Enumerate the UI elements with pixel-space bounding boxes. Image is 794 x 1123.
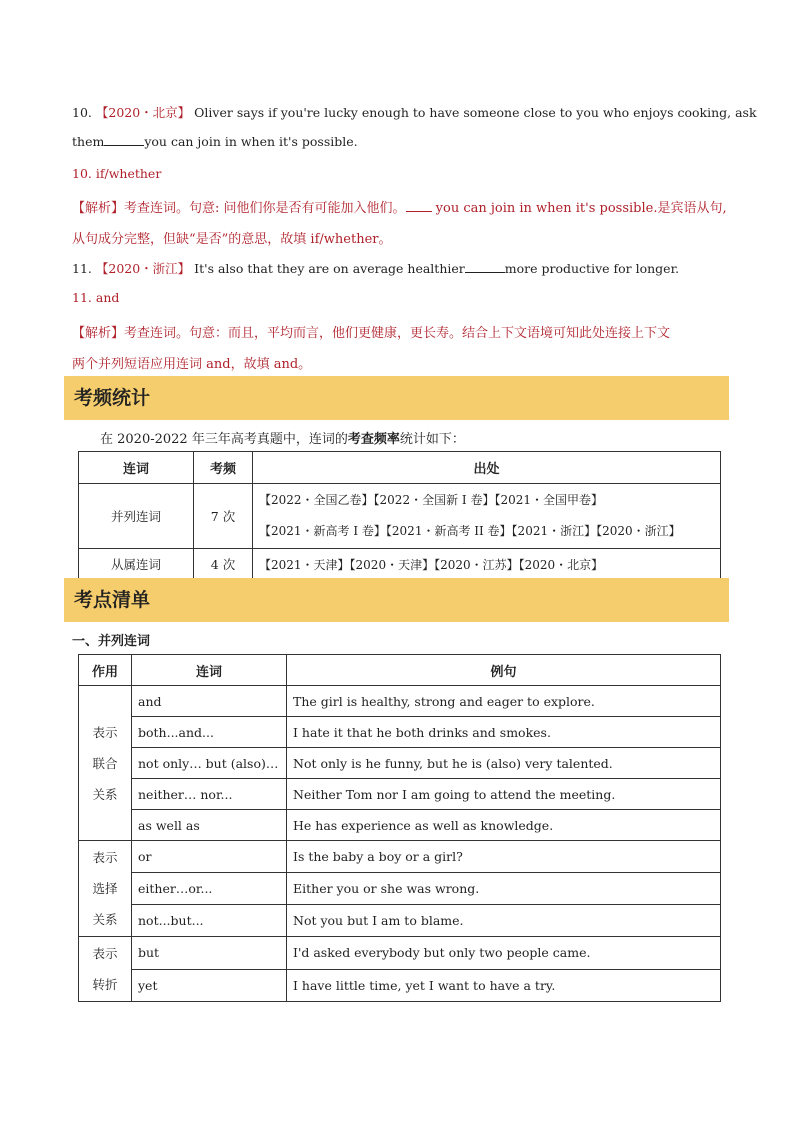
explanation-text: 考查连词。句意：而且，平均而言，他们更健康，更长寿。结合上下文语境可知此处连接上下文 <box>124 326 671 341</box>
source-cell <box>253 484 721 549</box>
table-row <box>79 810 721 841</box>
explanation-10-line2: 从句成分完整，但缺“是否”的意思，故填 if/whether。 <box>72 232 392 247</box>
question-number: 11. <box>72 261 92 276</box>
table-row <box>79 717 721 748</box>
role-cell <box>79 841 132 937</box>
example-cell: I'd asked everybody but only two people came. <box>287 937 721 970</box>
table-row <box>79 779 721 810</box>
conj-cell: neither… nor... <box>132 779 287 810</box>
column-header: 考频 <box>194 452 253 484</box>
frequency-intro <box>100 428 465 447</box>
question-number: 10. <box>72 105 92 120</box>
conj-cell: not...but... <box>132 905 287 937</box>
source-line: 【2022・全国乙卷】【2022・全国新 I 卷】【2021・全国甲卷】 <box>259 493 603 507</box>
source-cell: 【2021・天津】【2020・天津】【2020・江苏】【2020・北京】 <box>253 549 721 580</box>
table-row <box>79 686 721 717</box>
column-header: 作用 <box>79 655 132 686</box>
example-cell: He has experience as well as knowledge. <box>287 810 721 841</box>
role-text: 选择 <box>92 881 118 896</box>
answer-10 <box>72 166 161 181</box>
conj-cell: and <box>132 686 287 717</box>
role-text: 关系 <box>92 912 118 927</box>
conj-cell: both...and... <box>132 717 287 748</box>
table-row <box>79 937 721 970</box>
question-text: them <box>72 134 105 149</box>
explanation-10-line1 <box>72 197 727 216</box>
explanation-11-line1 <box>72 322 670 341</box>
role-cell <box>79 686 132 841</box>
conjunction-table <box>78 654 721 1002</box>
table-row <box>79 905 721 937</box>
role-text: 关系 <box>92 786 118 802</box>
example-cell: Either you or she was wrong. <box>287 873 721 905</box>
conj-cell: but <box>132 937 287 970</box>
example-cell: Neither Tom nor I am going to attend the meeting. <box>287 779 721 810</box>
question-text: you can join in when it's possible. <box>144 134 358 149</box>
question-10-line2 <box>72 134 358 149</box>
source-tag: 【2020・北京】 <box>95 105 191 120</box>
conj-cell: either…or... <box>132 873 287 905</box>
conj-type-cell: 并列连词 <box>79 484 194 549</box>
answer-number: 10. <box>72 166 92 181</box>
example-cell: Not only is he funny, but he is (also) very talented. <box>287 748 721 779</box>
table-row <box>79 969 721 1002</box>
question-text: It's also that they are on average healthier <box>194 261 465 276</box>
intro-text: 在 2020-2022 年三年高考真题中，连词的 <box>100 432 348 447</box>
question-10-line1 <box>72 103 757 121</box>
frequency-table <box>78 451 721 580</box>
explanation-blank <box>406 200 432 212</box>
section-banner-checklist: 考点清单 <box>64 578 729 622</box>
column-header: 例句 <box>287 655 721 686</box>
example-cell: I hate it that he both drinks and smokes. <box>287 717 721 748</box>
example-cell: I have little time, yet I want to have a try. <box>287 969 721 1002</box>
conj-type-cell: 从属连词 <box>79 549 194 580</box>
question-11 <box>72 259 679 277</box>
source-line: 【2021・新高考 I 卷】【2021・新高考 II 卷】【2021・浙江】【2020・浙江】 <box>259 524 681 538</box>
table-row <box>79 873 721 905</box>
explanation-text: you can join in when it's possible. <box>431 201 658 216</box>
intro-text: 统计如下： <box>399 432 465 447</box>
example-cell: Not you but I am to blame. <box>287 905 721 937</box>
explanation-11-line2: 两个并列短语应用连词 and，故填 and。 <box>72 357 312 372</box>
count-cell: 7 次 <box>194 484 253 549</box>
answer-blank <box>465 261 505 273</box>
explanation-label: 【解析】 <box>72 201 125 216</box>
example-cell: The girl is healthy, strong and eager to explore. <box>287 686 721 717</box>
explanation-text: 是宾语从句, <box>657 201 727 216</box>
table-header-row <box>79 655 721 686</box>
answer-value: if/whether <box>95 166 162 181</box>
explanation-label: 【解析】 <box>72 326 125 341</box>
answer-blank <box>104 134 144 146</box>
conj-cell: yet <box>132 969 287 1002</box>
conj-cell: or <box>132 841 287 873</box>
explanation-text: 考查连词。句意: 问他们你是否有可能加入他们。 <box>124 201 406 216</box>
table-row <box>79 484 721 549</box>
count-cell: 4 次 <box>194 549 253 580</box>
table-row <box>79 841 721 873</box>
conj-cell: not only… but (also)… <box>132 748 287 779</box>
role-text: 表示 <box>92 724 118 740</box>
role-text: 联合 <box>92 755 118 771</box>
role-text: 表示 <box>92 850 118 865</box>
column-header: 连词 <box>79 452 194 484</box>
source-tag: 【2020・浙江】 <box>95 261 191 276</box>
table-header-row <box>79 452 721 484</box>
table-row <box>79 748 721 779</box>
answer-value: and <box>95 290 120 305</box>
subsection-title: 一、并列连词 <box>72 634 151 649</box>
question-text: Oliver says if you're lucky enough to have someone close to you who enjoys cooking, ask <box>194 105 757 120</box>
intro-emphasis: 考查频率 <box>347 432 400 447</box>
column-header: 连词 <box>132 655 287 686</box>
section-banner-frequency: 考频统计 <box>64 376 729 420</box>
example-cell: Is the baby a boy or a girl? <box>287 841 721 873</box>
question-text: more productive for longer. <box>504 261 680 276</box>
answer-number: 11. <box>72 290 92 305</box>
role-text: 表示 <box>92 946 118 961</box>
role-cell <box>79 937 132 1002</box>
conj-cell: as well as <box>132 810 287 841</box>
column-header: 出处 <box>253 452 721 484</box>
role-text: 转折 <box>92 977 118 992</box>
table-row <box>79 549 721 580</box>
answer-11 <box>72 290 119 305</box>
